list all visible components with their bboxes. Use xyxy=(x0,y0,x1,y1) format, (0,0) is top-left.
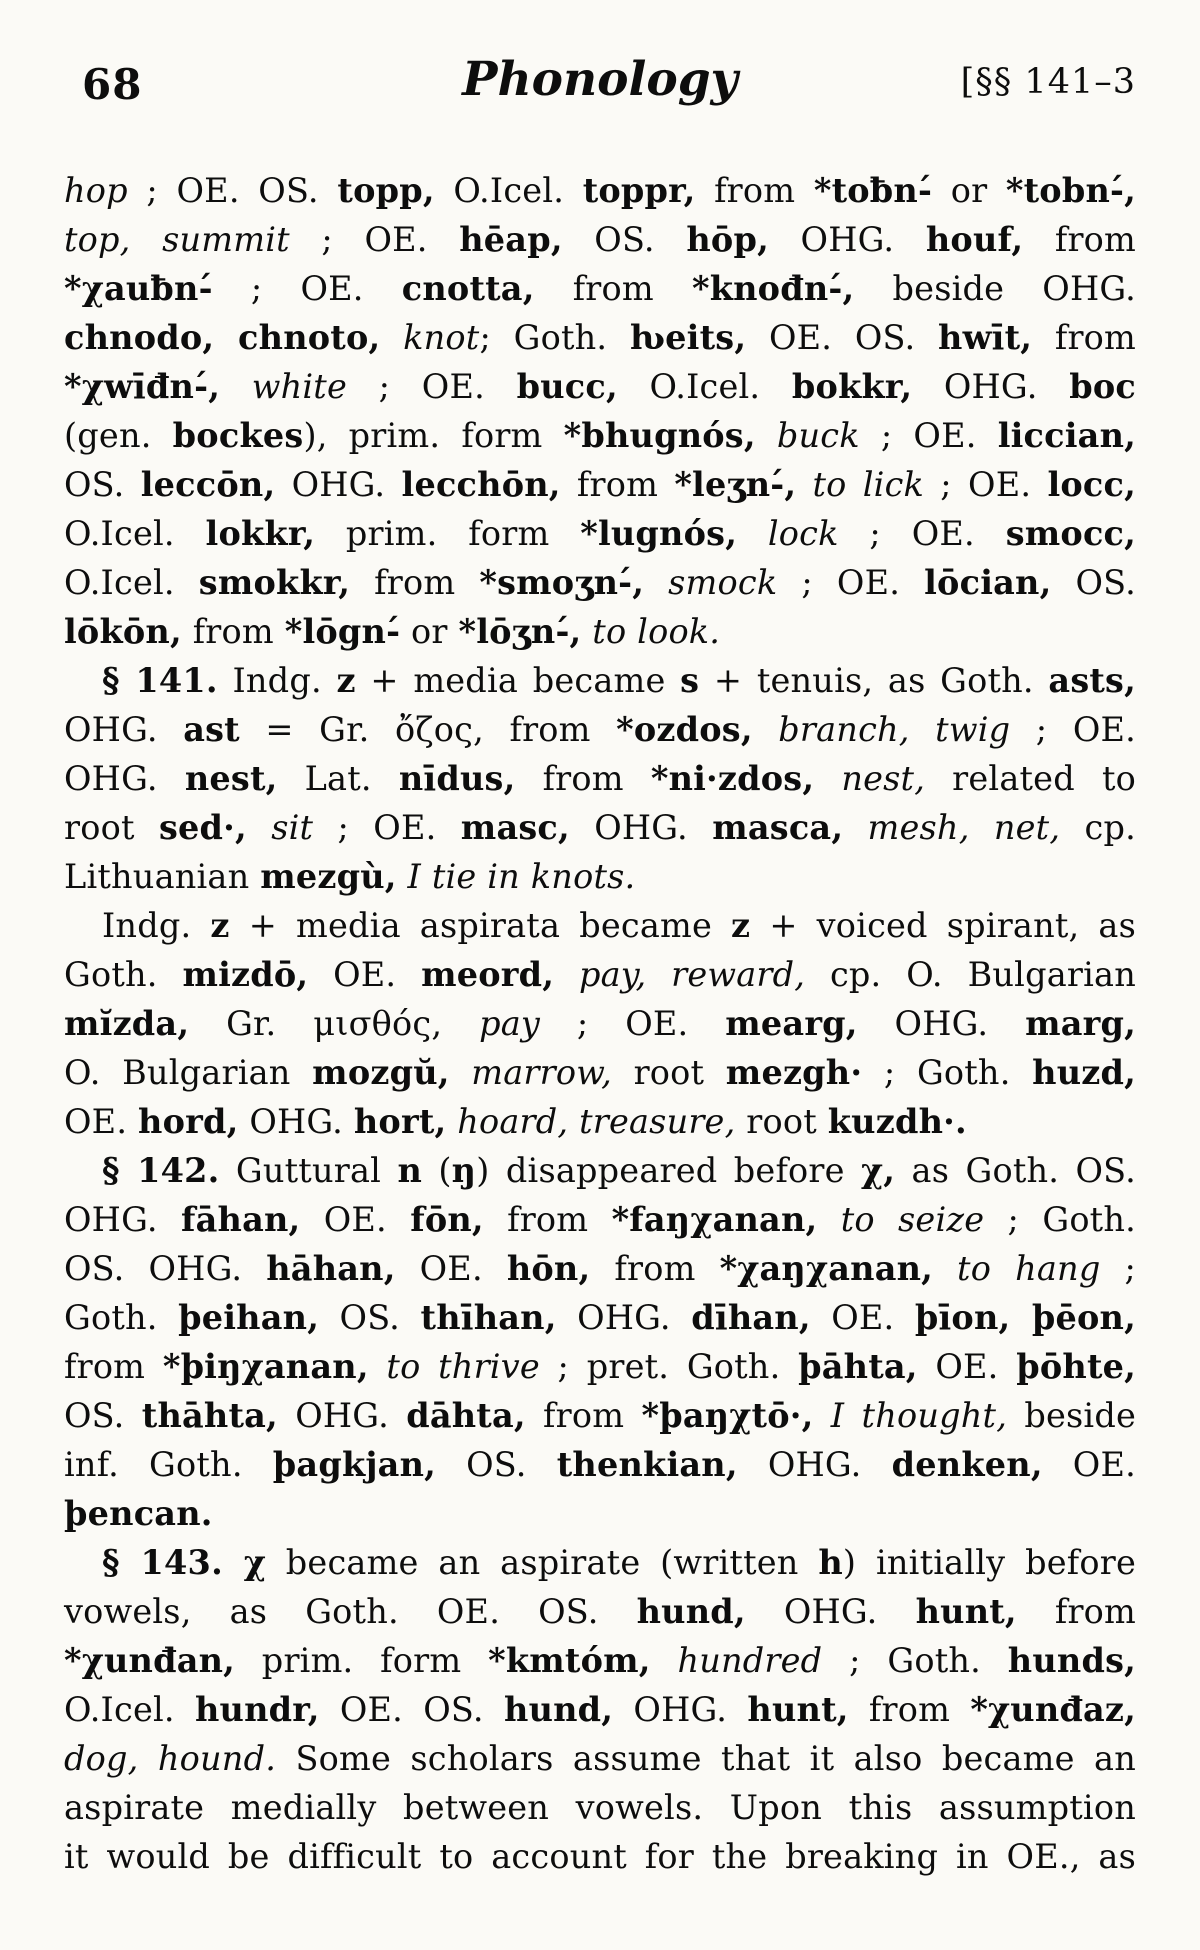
text-line xyxy=(64,1342,1136,1391)
plain-text: ; OE. xyxy=(289,220,460,259)
bold-form: dīhan, xyxy=(691,1298,811,1337)
bold-form: § 141. xyxy=(102,661,218,700)
plain-text: cp. xyxy=(1060,808,1136,847)
bold-form: hwīt, xyxy=(938,318,1033,357)
bold-form: ƕeits, xyxy=(630,318,747,357)
bold-form: z xyxy=(731,906,751,945)
bold-form: hāhan, xyxy=(266,1249,396,1288)
bold-form: lecchōn, xyxy=(401,465,561,504)
italic-gloss: hop xyxy=(64,171,128,210)
italic-gloss: knot xyxy=(403,318,480,357)
text-line xyxy=(64,1587,1136,1636)
plain-text: OHG. xyxy=(556,1298,692,1337)
plain-text: (gen. xyxy=(64,416,173,455)
italic-gloss: to look. xyxy=(592,612,721,651)
bold-form: þencan. xyxy=(64,1494,213,1533)
bold-form: *lōgn-́ xyxy=(284,612,401,651)
bold-form: cnotta, xyxy=(401,269,535,308)
plain-text: or xyxy=(400,612,459,651)
plain-text: OHG. xyxy=(277,1396,407,1435)
plain-text: OHG. xyxy=(64,710,184,749)
bold-form: thīhan, xyxy=(420,1298,557,1337)
bold-form: *þiŋχanan, xyxy=(162,1347,369,1386)
plain-text: OS. xyxy=(1051,563,1136,602)
bold-form: dāhta, xyxy=(406,1396,526,1435)
plain-text xyxy=(450,1053,472,1092)
bold-form: s xyxy=(680,661,700,700)
bold-form: hunds, xyxy=(1007,1641,1136,1680)
italic-gloss: to lick xyxy=(812,465,925,504)
text-line xyxy=(64,1440,1136,1489)
bold-form: lōcian, xyxy=(924,563,1052,602)
text-line xyxy=(64,1195,1136,1244)
paragraph xyxy=(64,656,1136,901)
plain-text: ), prim. form xyxy=(303,416,564,455)
italic-gloss: mesh, net, xyxy=(867,808,1061,847)
bold-form: nest, xyxy=(184,759,278,798)
paragraph xyxy=(64,1538,1136,1881)
italic-gloss: marrow, xyxy=(471,1053,612,1092)
text-line xyxy=(64,1783,1136,1832)
plain-text: from xyxy=(1023,220,1136,259)
bold-form: leccōn, xyxy=(140,465,276,504)
bold-form: locc, xyxy=(1047,465,1136,504)
text-line xyxy=(64,558,1136,607)
bold-form: liccian, xyxy=(997,416,1136,455)
text-line xyxy=(64,509,1136,558)
plain-text: from xyxy=(350,563,480,602)
bold-form: z xyxy=(210,906,230,945)
bold-form: ŋ xyxy=(451,1151,477,1190)
bold-form: *smoʒn-́, xyxy=(479,563,645,602)
page-number: 68 xyxy=(82,60,143,109)
plain-text: OE. xyxy=(810,1298,915,1337)
bold-form: chnodo, chnoto, xyxy=(64,318,381,357)
bold-form: þeihan, xyxy=(178,1298,320,1337)
text-line xyxy=(64,1489,1136,1538)
plain-text: OE. xyxy=(300,1200,411,1239)
bold-form: *toƀn-́ xyxy=(813,171,933,210)
plain-text: from xyxy=(525,1396,642,1435)
italic-gloss: sit xyxy=(271,808,314,847)
italic-gloss: white xyxy=(251,367,347,406)
plain-text: ; OE. xyxy=(347,367,517,406)
bold-form: fōn, xyxy=(410,1200,484,1239)
plain-text xyxy=(814,759,841,798)
plain-text: O.Icel. xyxy=(617,367,792,406)
bold-form: bucc, xyxy=(516,367,618,406)
plain-text: ; OE. xyxy=(313,808,461,847)
bold-form: χ, xyxy=(861,1151,896,1190)
plain-text: + media aspirata became xyxy=(229,906,732,945)
bold-form: *lōʒn-́, xyxy=(458,612,582,651)
plain-text: OHG. xyxy=(768,220,926,259)
text-line xyxy=(64,1636,1136,1685)
text-line xyxy=(64,803,1136,852)
plain-text: OHG. xyxy=(569,808,713,847)
text-line xyxy=(64,1391,1136,1440)
bold-form: ast xyxy=(183,710,240,749)
plain-text: ; Goth. xyxy=(862,1053,1033,1092)
plain-text xyxy=(397,857,408,896)
plain-text: aspirate medially between vowels. Upon this assumption xyxy=(64,1788,1136,1827)
text-line xyxy=(64,901,1136,950)
plain-text: ; xyxy=(1100,1249,1137,1288)
plain-text: from xyxy=(181,612,285,651)
plain-text: OS. xyxy=(562,220,687,259)
plain-text xyxy=(446,1102,457,1141)
plain-text: ( xyxy=(422,1151,452,1190)
bold-form: *ni·zdos, xyxy=(650,759,815,798)
plain-text: Lat. xyxy=(277,759,399,798)
bold-form: þōhte, xyxy=(1016,1347,1136,1386)
bold-form: mearg, xyxy=(725,1004,858,1043)
plain-text: root xyxy=(611,1053,726,1092)
text-line xyxy=(64,754,1136,803)
text-line xyxy=(64,1293,1136,1342)
text-line xyxy=(64,999,1136,1048)
plain-text: ; OE. xyxy=(859,416,998,455)
plain-text: + voiced spirant, as xyxy=(750,906,1136,945)
bold-form: hēap, xyxy=(459,220,563,259)
bold-form: masca, xyxy=(712,808,844,847)
plain-text: vowels, as Goth. OE. OS. xyxy=(64,1592,637,1631)
plain-text xyxy=(753,710,779,749)
plain-text: from xyxy=(534,269,692,308)
plain-text: O.Icel. xyxy=(434,171,583,210)
text-line xyxy=(64,264,1136,313)
bold-form: § 143. χ xyxy=(102,1543,266,1582)
bold-form: *χwīđn-́, xyxy=(64,367,221,406)
plain-text xyxy=(817,1200,840,1239)
bold-form: mezgù, xyxy=(260,857,397,896)
bold-form: bockes xyxy=(172,416,304,455)
plain-text: from xyxy=(515,759,651,798)
plain-text: OHG. xyxy=(275,465,402,504)
italic-gloss: I tie in knots. xyxy=(407,857,636,896)
plain-text: ) initially before xyxy=(842,1543,1136,1582)
plain-text xyxy=(813,1396,830,1435)
plain-text xyxy=(369,1347,387,1386)
bold-form: þagkjan, xyxy=(272,1445,437,1484)
bold-form: lokkr, xyxy=(205,514,316,553)
italic-gloss: smock xyxy=(668,563,778,602)
text-line xyxy=(64,1146,1136,1195)
plain-text: from xyxy=(560,465,675,504)
plain-text: + tenuis, as Goth. xyxy=(699,661,1049,700)
bold-form: denken, xyxy=(891,1445,1043,1484)
bold-form: mĭzda, xyxy=(64,1004,190,1043)
plain-text: Lithuanian xyxy=(64,857,261,896)
italic-gloss: to seize xyxy=(840,1200,985,1239)
bold-form: bokkr, xyxy=(791,367,913,406)
bold-form: *knođn-́, xyxy=(692,269,855,308)
plain-text: from xyxy=(848,1690,971,1729)
bold-form: toppr, xyxy=(582,171,696,210)
plain-text: inf. Goth. xyxy=(64,1445,273,1484)
bold-form: § 142. xyxy=(102,1151,220,1190)
bold-form: *χunđaz, xyxy=(970,1690,1136,1729)
plain-text: OHG. xyxy=(64,759,185,798)
plain-text: OS. xyxy=(64,465,141,504)
bold-form: thenkian, xyxy=(556,1445,738,1484)
text-line xyxy=(64,705,1136,754)
plain-text: = Gr. ὄζος, from xyxy=(239,710,617,749)
italic-gloss: nest, xyxy=(841,759,926,798)
text-line xyxy=(64,411,1136,460)
plain-text: from xyxy=(1016,1592,1136,1631)
plain-text xyxy=(380,318,403,357)
plain-text xyxy=(756,416,777,455)
italic-gloss: branch, twig xyxy=(778,710,1011,749)
plain-text: from xyxy=(590,1249,720,1288)
plain-text: from xyxy=(1032,318,1136,357)
plain-text: ; Goth. xyxy=(984,1200,1136,1239)
text-line xyxy=(64,656,1136,705)
plain-text: OHG. xyxy=(857,1004,1026,1043)
bold-form: *χaŋχanan, xyxy=(719,1249,934,1288)
italic-gloss: hoard, treasure, xyxy=(457,1102,736,1141)
italic-gloss: pay, reward, xyxy=(578,955,806,994)
bold-form: hunt, xyxy=(747,1690,849,1729)
bold-form: mizdō, xyxy=(182,955,309,994)
plain-text: OS. xyxy=(436,1445,557,1484)
plain-text: cp. O. Bulgarian xyxy=(805,955,1136,994)
bold-form: *leʒn-́, xyxy=(674,465,797,504)
text-line xyxy=(64,1734,1136,1783)
italic-gloss: hundred xyxy=(677,1641,823,1680)
plain-text: OHG. xyxy=(613,1690,748,1729)
plain-text xyxy=(247,808,271,847)
plain-text xyxy=(554,955,579,994)
text-line xyxy=(64,1538,1136,1587)
plain-text: ; Goth. xyxy=(822,1641,1008,1680)
text-line xyxy=(64,215,1136,264)
plain-text: Some scholars assume that it also became an xyxy=(276,1739,1136,1778)
bold-form: *faŋχanan, xyxy=(611,1200,818,1239)
plain-text xyxy=(581,612,592,651)
plain-text: ; OE. xyxy=(540,1004,726,1043)
plain-text: ; OE. xyxy=(777,563,925,602)
bold-form: h xyxy=(818,1543,843,1582)
plain-text: O.Icel. xyxy=(64,563,199,602)
plain-text: ; OE. xyxy=(1010,710,1136,749)
paragraph xyxy=(64,166,1136,656)
plain-text: became an aspirate (written xyxy=(265,1543,819,1582)
italic-gloss: to thrive xyxy=(386,1347,540,1386)
plain-text: prim. form xyxy=(235,1641,489,1680)
bold-form: boc xyxy=(1069,367,1136,406)
bold-form: *kmtóm, xyxy=(488,1641,651,1680)
text-line xyxy=(64,1685,1136,1734)
bold-form: hund, xyxy=(504,1690,614,1729)
text-line xyxy=(64,1832,1136,1881)
italic-gloss: pay xyxy=(479,1004,541,1043)
plain-text: O.Icel. xyxy=(64,1690,195,1729)
plain-text: related to xyxy=(925,759,1136,798)
text-line xyxy=(64,313,1136,362)
plain-text: prim. form xyxy=(315,514,581,553)
plain-text: ; OE. xyxy=(212,269,402,308)
plain-text: OE. xyxy=(395,1249,507,1288)
bold-form: *lugnós, xyxy=(580,514,738,553)
bold-form: fāhan, xyxy=(181,1200,301,1239)
plain-text: Indg. xyxy=(102,906,211,945)
bold-form: nīdus, xyxy=(398,759,516,798)
text-line xyxy=(64,950,1136,999)
plain-text: OE. OS. xyxy=(319,1690,505,1729)
bold-form: asts, xyxy=(1048,661,1136,700)
bold-form: kuzdh·. xyxy=(827,1102,967,1141)
plain-text xyxy=(933,1249,957,1288)
bold-form: z xyxy=(336,661,356,700)
bold-form: *tobn-́, xyxy=(1005,171,1136,210)
paragraph xyxy=(64,1146,1136,1538)
text-line xyxy=(64,852,1136,901)
plain-text xyxy=(737,514,768,553)
plain-text: ; Goth. xyxy=(479,318,631,357)
plain-text xyxy=(651,1641,678,1680)
text-line xyxy=(64,1048,1136,1097)
plain-text xyxy=(796,465,812,504)
text-line xyxy=(64,362,1136,411)
plain-text: from xyxy=(695,171,814,210)
bold-form: topp, xyxy=(337,171,435,210)
plain-text: OHG. xyxy=(737,1445,892,1484)
italic-gloss: buck xyxy=(776,416,860,455)
bold-form: marg, xyxy=(1025,1004,1136,1043)
bold-form: *χauƀn-́ xyxy=(64,269,213,308)
text-line xyxy=(64,1244,1136,1293)
bold-form: masc, xyxy=(460,808,570,847)
plain-text: OS. xyxy=(64,1396,142,1435)
bold-form: þīon, þēon, xyxy=(914,1298,1136,1337)
italic-gloss: I thought, xyxy=(830,1396,1008,1435)
plain-text: as Goth. OS. xyxy=(895,1151,1136,1190)
bold-form: hōn, xyxy=(506,1249,591,1288)
bold-form: huzd, xyxy=(1032,1053,1136,1092)
section-range: [§§ 141–3 xyxy=(960,62,1136,102)
plain-text: OS. xyxy=(319,1298,421,1337)
bold-form: *χunđan, xyxy=(64,1641,236,1680)
bold-form: *ozdos, xyxy=(616,710,753,749)
plain-text xyxy=(220,367,252,406)
italic-gloss: dog, hound. xyxy=(64,1739,277,1778)
plain-text: ) disappeared before xyxy=(476,1151,862,1190)
page-header xyxy=(0,52,1200,122)
plain-text: OE. OS. xyxy=(746,318,939,357)
italic-gloss: to hang xyxy=(957,1249,1101,1288)
plain-text: ; pret. Goth. xyxy=(539,1347,799,1386)
bold-form: hort, xyxy=(353,1102,447,1141)
plain-text: OHG. xyxy=(912,367,1070,406)
plain-text: root xyxy=(735,1102,828,1141)
plain-text: O.Icel. xyxy=(64,514,206,553)
plain-text: Goth. xyxy=(64,1298,179,1337)
text-line xyxy=(64,1097,1136,1146)
italic-gloss: top, summit xyxy=(64,220,290,259)
text-line xyxy=(64,460,1136,509)
bold-form: mezgh· xyxy=(725,1053,863,1092)
bold-form: þāhta, xyxy=(798,1347,918,1386)
bold-form: smokkr, xyxy=(198,563,351,602)
plain-text: OE. xyxy=(1042,1445,1136,1484)
bold-form: n xyxy=(397,1151,422,1190)
bold-form: mozgŭ, xyxy=(312,1053,450,1092)
plain-text: OE. xyxy=(917,1347,1017,1386)
plain-text: from xyxy=(483,1200,612,1239)
plain-text: + media became xyxy=(355,661,681,700)
plain-text: root xyxy=(64,808,159,847)
plain-text: ; OE. xyxy=(838,514,1006,553)
plain-text: O. Bulgarian xyxy=(64,1053,313,1092)
plain-text: OHG. xyxy=(238,1102,354,1141)
bold-form: houf, xyxy=(925,220,1024,259)
plain-text xyxy=(644,563,668,602)
bold-form: sed·, xyxy=(158,808,247,847)
bold-form: hunt, xyxy=(915,1592,1017,1631)
plain-text: Guttural xyxy=(219,1151,398,1190)
bold-form: hōp, xyxy=(686,220,769,259)
text-line xyxy=(64,607,1136,656)
plain-text: beside OHG. xyxy=(854,269,1136,308)
bold-form: smocc, xyxy=(1005,514,1136,553)
plain-text: OHG. xyxy=(745,1592,916,1631)
plain-text: ; OE. OS. xyxy=(127,171,338,210)
bold-form: lōkōn, xyxy=(64,612,182,651)
plain-text: OS. OHG. xyxy=(64,1249,267,1288)
bold-form: hundr, xyxy=(195,1690,320,1729)
plain-text: from xyxy=(64,1347,163,1386)
plain-text: it would be difficult to account for the breaking in OE., as xyxy=(64,1837,1136,1876)
plain-text: OE. xyxy=(64,1102,139,1141)
plain-text: Indg. xyxy=(217,661,337,700)
plain-text xyxy=(843,808,867,847)
plain-text: ; OE. xyxy=(924,465,1048,504)
plain-text: or xyxy=(932,171,1006,210)
bold-form: hord, xyxy=(138,1102,239,1141)
paragraph xyxy=(64,901,1136,1146)
plain-text: OHG. xyxy=(64,1200,182,1239)
bold-form: *þaŋχtō·, xyxy=(641,1396,814,1435)
bold-form: *bhugnós, xyxy=(563,416,756,455)
text-line xyxy=(64,166,1136,215)
italic-gloss: lock xyxy=(767,514,839,553)
text-block xyxy=(64,166,1136,1881)
plain-text: OE. xyxy=(308,955,422,994)
bold-form: thāhta, xyxy=(141,1396,278,1435)
bold-form: hund, xyxy=(636,1592,746,1631)
bold-form: meord, xyxy=(421,955,555,994)
plain-text: beside xyxy=(1007,1396,1136,1435)
plain-text: Goth. xyxy=(64,955,183,994)
plain-text: Gr. μισθός, xyxy=(189,1004,480,1043)
running-title: Phonology xyxy=(462,52,738,107)
